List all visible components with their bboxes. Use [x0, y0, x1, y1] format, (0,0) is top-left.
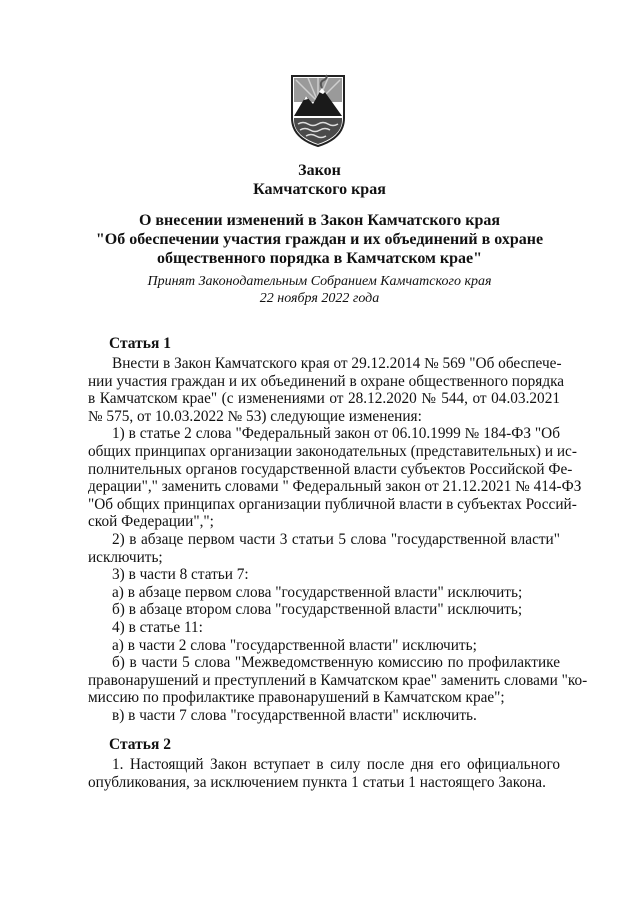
- text-line: 3) в части 8 статьи 7:: [112, 566, 249, 584]
- text-line: 1) в статье 2 слова "Федеральный закон от 06.10.1999 № 184-ФЗ "Об: [112, 425, 560, 443]
- adoption-date: 22 ноября 2022 года: [259, 291, 380, 306]
- article-heading: Статья 1: [109, 335, 171, 352]
- subtitle-line: "Об обеспечении участия граждан и их объединений в охране: [95, 231, 544, 248]
- text-line: в) в части 7 слова "государственной власти" исключить.: [112, 706, 477, 724]
- title-line: Камчатского края: [253, 181, 386, 198]
- text-line: опубликования, за исключением пункта 1 статьи 1 настоящего Закона.: [88, 773, 546, 791]
- kamchatka-coat-of-arms-icon: [286, 72, 350, 148]
- subtitle-line: общественного порядка в Камчатском крае": [156, 250, 483, 267]
- article-heading: Статья 2: [109, 736, 171, 753]
- text-line: ской Федерации",";: [88, 513, 214, 531]
- text-line: исключить;: [88, 548, 163, 566]
- text-line: а) в абзаце первом слова "государственной власти" исключить;: [112, 583, 523, 601]
- article-1-body: [88, 355, 588, 724]
- text-line: Внести в Закон Камчатского края от 29.12.2014 № 569 "Об обеспече-: [112, 355, 562, 372]
- subtitle-line: О внесении изменений в Закон Камчатского края: [138, 212, 501, 229]
- text-line: № 575, от 10.03.2022 № 53) следующие изменения:: [88, 407, 422, 425]
- article-2-body: [88, 756, 560, 791]
- text-line: нии участия граждан и их объединений в охране общественного порядка: [88, 372, 565, 390]
- text-line: 2) в абзаце первом части 3 статьи 5 слова "государственной власти": [112, 530, 560, 548]
- text-line: "Об общих принципах организации публичной власти в субъектах Россий-: [88, 495, 577, 513]
- text-line: в Камчатском крае" (с изменениями от 28.12.2020 № 544, от 04.03.2021: [88, 390, 560, 408]
- text-line: б) в абзаце втором слова "государственной власти" исключить;: [112, 601, 523, 619]
- text-line: б) в части 5 слова "Межведомственную комиссию по профилактике: [112, 654, 560, 672]
- text-line: общих принципах организации законодательных (представительных) и ис-: [88, 442, 577, 460]
- text-line: 4) в статье 11:: [112, 618, 203, 636]
- text-line: дерации"," заменить словами " Федеральный закон от 21.12.2021 № 414-ФЗ: [88, 478, 582, 496]
- title-line: Закон: [298, 162, 341, 179]
- adoption-note: [0, 273, 639, 307]
- text-line: 1. Настоящий Закон вступает в силу после дня его официального: [112, 756, 560, 773]
- text-line: миссию по профилактике правонарушений в Камчатском крае";: [88, 689, 505, 707]
- law-title: [0, 161, 639, 199]
- text-line: полнительных органов государственной власти субъектов Российской Фе-: [88, 460, 573, 478]
- adoption-line: Принят Законодательным Собранием Камчатского края: [147, 274, 492, 289]
- text-line: правонарушений и преступлений в Камчатском крае" заменить словами "ко-: [88, 671, 588, 689]
- text-line: а) в части 2 слова "государственной власти" исключить;: [112, 636, 477, 654]
- law-subtitle: [0, 211, 639, 268]
